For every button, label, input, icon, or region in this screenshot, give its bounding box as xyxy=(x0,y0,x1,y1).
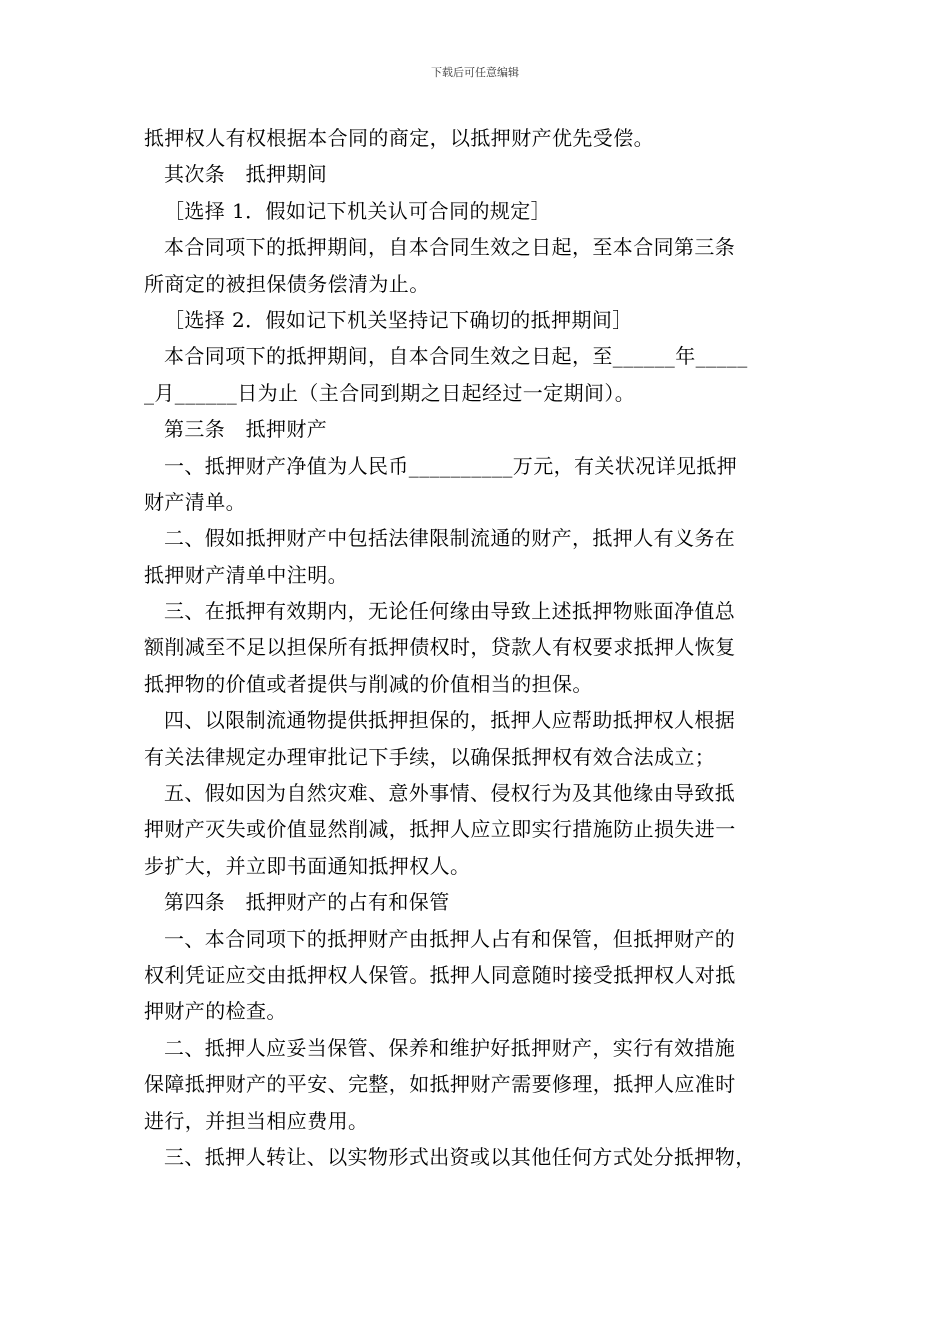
section-heading: 第三条 抵押财产 xyxy=(164,417,328,442)
text-line: 抵押权人有权根据本合同的商定，以抵押财产优先受偿。 xyxy=(144,126,654,150)
text-line: 三、在抵押有效期内，无论任何缘由导致上述抵押物账面净值总 xyxy=(164,599,736,624)
text-line: 五、假如因为自然灾难、意外事情、侵权行为及其他缘由导致抵 xyxy=(164,781,736,806)
text-line: 抵押物的价值或者提供与削减的价值相当的担保。 xyxy=(144,671,593,696)
text-line: 步扩大，并立即书面通知抵押权人。 xyxy=(144,853,471,878)
text-line: 二、抵押人应妥当保管、保养和维护好抵押财产，实行有效措施 xyxy=(164,1035,736,1060)
text-line: 本合同项下的抵押期间，自本合同生效之日起，至______年_____ xyxy=(164,344,748,369)
text-line: 一、本合同项下的抵押财产由抵押人占有和保管，但抵押财产的 xyxy=(164,926,736,951)
text-line: 保障抵押财产的平安、完整，如抵押财产需要修理，抵押人应准时 xyxy=(144,1072,736,1097)
text-line: 权利凭证应交由抵押权人保管。抵押人同意随时接受抵押权人对抵 xyxy=(144,962,736,987)
text-line: _月______日为止（主合同到期之日起经过一定期间）。 xyxy=(144,380,636,405)
text-line: 押财产灭失或价值显然削减，抵押人应立即实行措施防止损失进一 xyxy=(144,817,736,842)
section-heading: 其次条 抵押期间 xyxy=(164,162,328,187)
page-header: 下载后可任意编辑 xyxy=(431,66,519,79)
text-line: 有关法律规定办理审批记下手续，以确保抵押权有效合法成立； xyxy=(144,744,716,769)
section-heading: 第四条 抵押财产的占有和保管 xyxy=(164,890,450,915)
text-line: 押财产的检查。 xyxy=(144,999,287,1024)
document-body xyxy=(144,120,814,1175)
text-line: 额削减至不足以担保所有抵押债权时，贷款人有权要求抵押人恢复 xyxy=(144,635,736,660)
text-line: ［选择 1．假如记下机关认可合同的规定］ xyxy=(164,198,552,223)
text-line: 四、以限制流通物提供抵押担保的，抵押人应帮助抵押权人根据 xyxy=(164,708,736,733)
text-line: ［选择 2．假如记下机关坚持记下确切的抵押期间］ xyxy=(164,307,633,332)
text-line: 本合同项下的抵押期间，自本合同生效之日起，至本合同第三条 xyxy=(164,235,736,260)
text-line: 抵押财产清单中注明。 xyxy=(144,562,348,587)
text-line: 所商定的被担保债务偿清为止。 xyxy=(144,271,430,296)
text-line: 一、抵押财产净值为人民币__________万元，有关状况详见抵押 xyxy=(164,453,738,478)
text-line: 进行，并担当相应费用。 xyxy=(144,1108,369,1133)
text-line: 三、抵押人转让、以实物形式出资或以其他任何方式处分抵押物， xyxy=(164,1144,756,1169)
text-line: 二、假如抵押财产中包括法律限制流通的财产，抵押人有义务在 xyxy=(164,526,736,551)
text-line: 财产清单。 xyxy=(144,489,246,514)
